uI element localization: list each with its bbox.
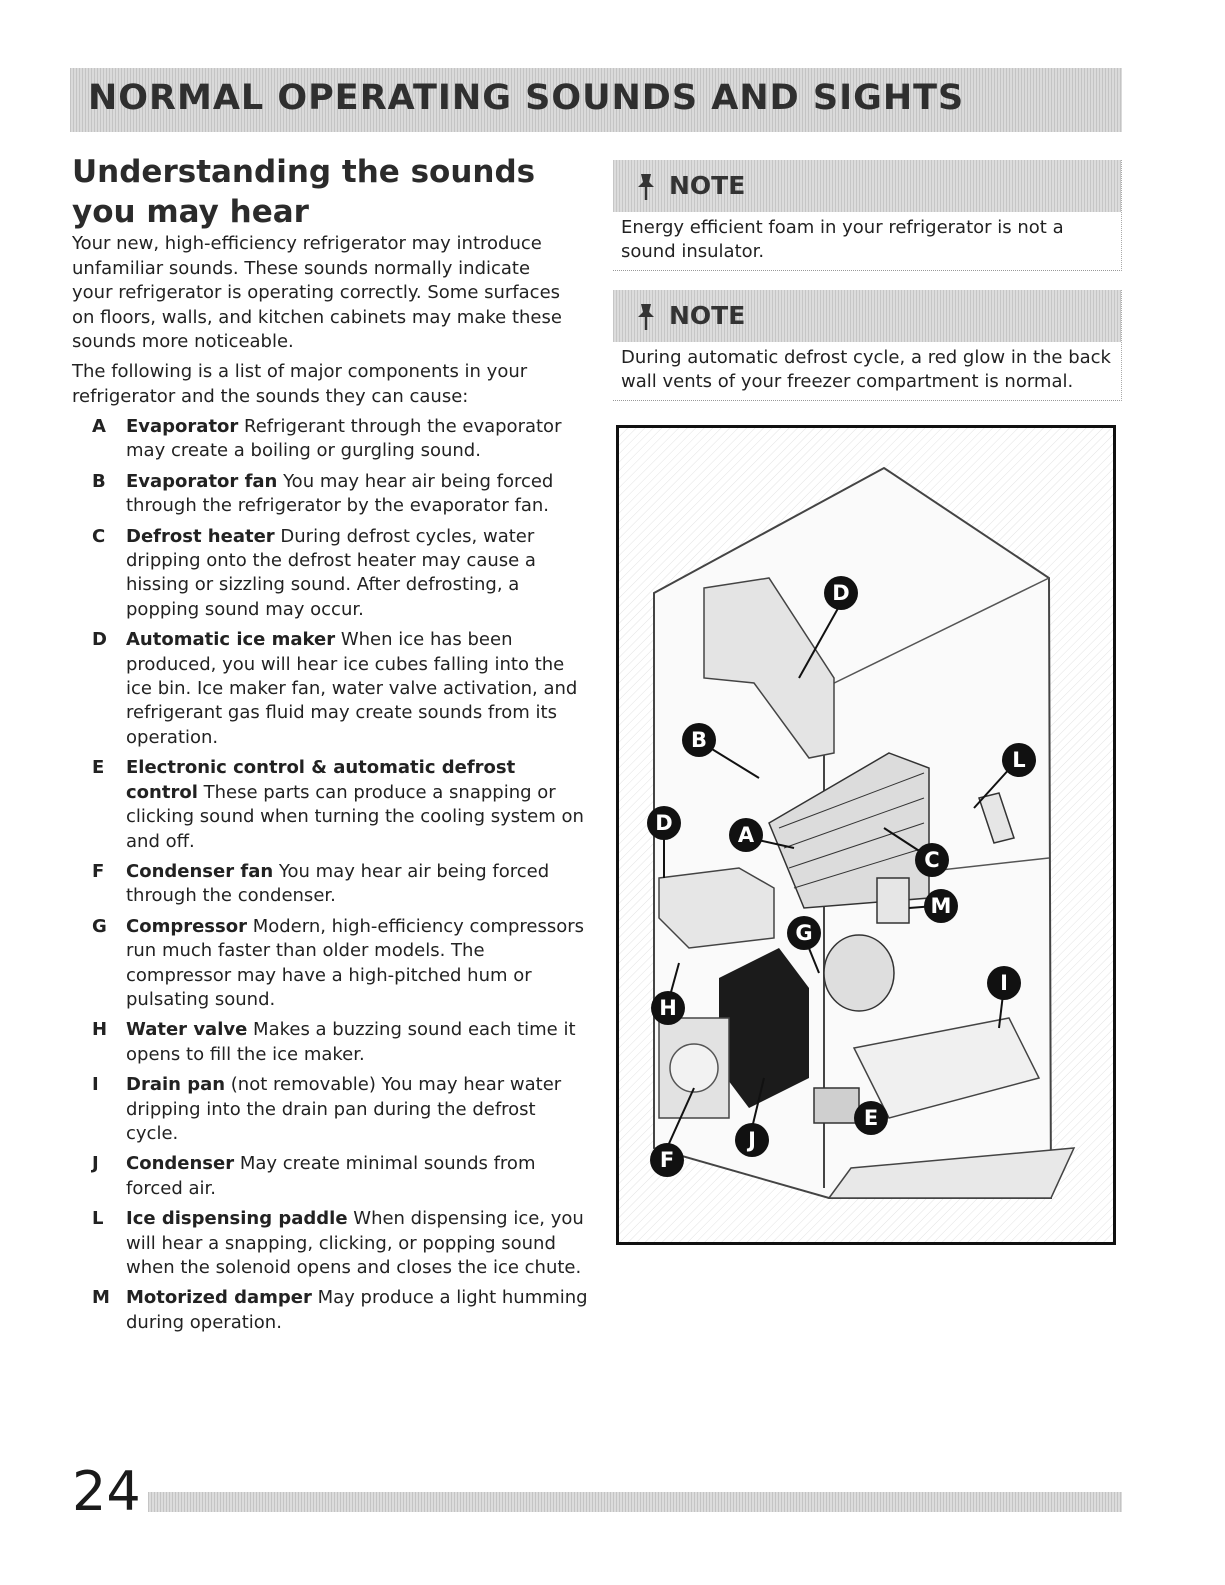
component-letter: F <box>92 860 105 882</box>
compressor-illustration <box>824 935 894 1011</box>
component-letter: E <box>92 757 105 779</box>
component-name: Condenser <box>126 1153 235 1175</box>
callout-l <box>1002 743 1036 777</box>
callout-letter: C <box>924 848 940 872</box>
component-name: Motorized damper <box>126 1287 312 1309</box>
component-item <box>92 1207 592 1280</box>
component-letter: H <box>92 1019 108 1041</box>
component-item <box>92 415 592 464</box>
component-letter: D <box>92 629 107 651</box>
component-name: Condenser fan <box>126 860 274 882</box>
callout-letter: M <box>930 894 952 918</box>
callout-letter: A <box>737 823 755 847</box>
component-description: These parts can produce a snapping or clicking sound when turning the cooling system on and off. <box>126 781 584 852</box>
component-description: Makes a buzzing sound each time it opens to fill the ice maker. <box>126 1019 576 1065</box>
component-item <box>92 470 592 519</box>
component-description: May create minimal sounds from forced air. <box>126 1153 536 1199</box>
note-text: Energy efficient foam in your refrigerator is not a sound insulator. <box>621 217 1064 262</box>
component-item <box>92 915 592 1013</box>
callout-d-top <box>824 576 858 610</box>
component-letter: M <box>92 1287 110 1309</box>
pushpin-icon <box>635 302 657 332</box>
callout-letter: J <box>748 1128 756 1152</box>
callout-g <box>787 916 821 950</box>
component-description: You may hear air being forced through the refrigerator by the evaporator fan. <box>126 470 554 517</box>
callout-letter: D <box>655 811 673 835</box>
component-item <box>92 1286 592 1335</box>
callout-letter: H <box>659 996 677 1020</box>
component-name: Ice dispensing paddle <box>126 1208 348 1230</box>
callout-f <box>650 1143 684 1177</box>
callout-letter: D <box>832 581 850 605</box>
callout-letter: E <box>863 1106 879 1130</box>
component-name: Evaporator <box>126 416 239 437</box>
section-heading: Understanding the sounds you may hear <box>72 154 536 230</box>
note-header <box>613 290 1121 342</box>
callout-c <box>915 843 949 877</box>
callout-e <box>854 1101 888 1135</box>
component-item <box>92 628 592 750</box>
component-item <box>92 756 592 854</box>
ice-bin-illustration <box>659 868 774 948</box>
component-letter: J <box>92 1153 99 1175</box>
note-box <box>613 160 1122 271</box>
pushpin-icon <box>635 172 657 202</box>
component-name: Water valve <box>126 1019 248 1041</box>
footer-rule <box>148 1492 1122 1512</box>
callout-letter: L <box>1012 748 1026 772</box>
refrigerator-diagram <box>616 425 1116 1245</box>
note-header <box>613 160 1121 212</box>
component-description: (not removable) You may hear water dripping into the drain pan during the defrost cycle. <box>126 1074 562 1144</box>
component-name: Evaporator fan <box>126 470 278 492</box>
note-label: NOTE <box>669 301 746 330</box>
components-intro: The following is a list of major components in your refrigerator and the sounds they can cause: <box>72 361 528 407</box>
component-description: You may hear air being forced through the condenser. <box>126 860 550 907</box>
banner-title: NORMAL OPERATING SOUNDS AND SIGHTS <box>88 78 965 118</box>
component-description: When dispensing ice, you will hear a snapping, clicking, or popping sound when the solenoid opens and closes the ice chute. <box>126 1208 584 1278</box>
note-box <box>613 290 1122 401</box>
callout-h <box>651 991 685 1025</box>
component-item <box>92 1073 592 1146</box>
callout-m <box>924 889 958 923</box>
callout-b <box>682 723 716 757</box>
callout-a <box>729 818 763 852</box>
callout-j <box>735 1123 769 1157</box>
callout-d-left <box>647 806 681 840</box>
callout-letter: I <box>1000 971 1008 995</box>
component-item <box>92 525 592 623</box>
callout-letter: B <box>690 728 708 752</box>
component-item <box>92 1018 592 1067</box>
component-letter: L <box>92 1208 104 1230</box>
component-letter: A <box>92 416 106 437</box>
component-letter: G <box>92 915 107 937</box>
component-name: Compressor <box>126 915 247 937</box>
callout-letter: G <box>795 921 813 945</box>
control-box-illustration <box>814 1088 859 1123</box>
condenser-illustration <box>719 948 809 1108</box>
component-name: Automatic ice maker <box>126 629 336 651</box>
component-item <box>92 860 592 909</box>
section-banner <box>70 68 1122 132</box>
page-number: 24 <box>72 1460 141 1523</box>
component-name: Electronic control & automatic defrost control <box>126 757 516 803</box>
component-name: Drain pan <box>126 1074 226 1096</box>
damper-illustration <box>877 878 909 923</box>
component-name: Defrost heater <box>126 525 275 547</box>
components-list <box>92 415 592 1341</box>
component-letter: C <box>92 525 106 547</box>
component-description: May produce a light humming during operation. <box>126 1287 588 1333</box>
component-description: During defrost cycles, water dripping onto the defrost heater may cause a hissing or sizzling sound. After defrosting, a popping sound may occur. <box>126 525 536 620</box>
intro-paragraph: Your new, high-efficiency refrigerator may introduce unfamiliar sounds. These sounds normally indicate your refrigerator is operating correctly. Some surfaces on floors, walls, and kitchen cabinets may make these sounds more noticeable. <box>72 233 562 352</box>
refrigerator-illustration <box>619 428 1113 1242</box>
note-text: During automatic defrost cycle, a red glow in the back wall vents of your freezer compartment is normal. <box>621 347 1111 392</box>
component-description: Modern, high-efficiency compressors run much faster than older models. The compressor may have a high-pitched hum or pulsating sound. <box>126 915 585 1010</box>
component-item <box>92 1152 592 1201</box>
callout-letter: F <box>659 1148 675 1172</box>
component-description: When ice has been produced, you will hear ice cubes falling into the ice bin. Ice maker fan, water valve activation, and refrigerant gas fluid may create sounds from its operation. <box>126 629 578 748</box>
component-letter: B <box>92 470 106 492</box>
note-label: NOTE <box>669 171 746 200</box>
callout-i <box>987 966 1021 1000</box>
component-description: Refrigerant through the evaporator may create a boiling or gurgling sound. <box>126 416 562 462</box>
component-letter: I <box>92 1074 99 1096</box>
